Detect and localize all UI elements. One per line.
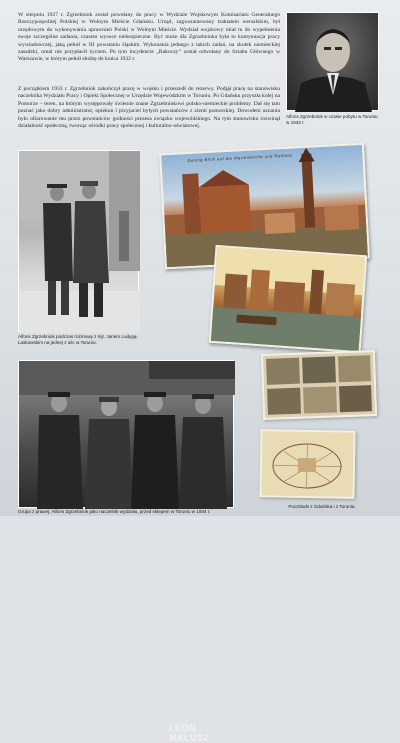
intro-paragraph-1: W sierpniu 1927 r. Zgrzebniok został powołany do pracy w Wydziale Wojskowym Komisariatu Generalnego Rzeczypospolitej Polskiej w Wolnym Mieście Gdańsku. Urząd, zagwarantowany traktatem wersalskim, był urzędowym do wykonywania uprawnień Polski w Wolnym Mieście. Wydział wojskowy miał tu do wypełnienia swoje szczególne zadania, czasem wysoce niebezpieczne. Być może dla Zgrzebnioka była to kontynuacja pracy wywiadowczej, jaką pełnił w III powstaniu śląskim. Wykonania jednego z takich zadań, na skutek niemieckiej zasadzki, omal nie przypłacił życiem. Po tym incydencie „Rakoczy” został odwołany do Sztabu Głównego w Warszawie, w którym pełnił służbę do końca 1932 r. — [18, 12, 280, 63]
street-figures — [19, 151, 140, 333]
postcard-city-map — [259, 429, 355, 499]
postcard-small-grid — [261, 350, 377, 420]
intro-paragraph-2: Z początkiem 1933 r. Zgrzebniok zakończył pracę w wojsku i przeszedł do rezerwy. Podjął pracę na stanowisku naczelnika Wydziału Pracy i Opieki Społecznej w Urzędzie Wojewódzkim w Toruniu. Po Gdańsku przyszła kolej na Pomorze – teren, na którym występowały świetnie znane Zgrzebniokowi polsko-niemieckie problemy. Dał się tam poznać jako dobry administrator, opiekun i przyjaciel byłych powstańców z ziemi pomorskiej. Dowodem uznania było ofiarowanie mu przez powstańców godności prezesa związku wojewódzkiego. Na tym stanowisku rozwinął działalność społeczną, tworząc ośrodki pracy społecznej i kulturalno-oświatowej. — [18, 86, 280, 130]
street-photo — [18, 150, 139, 332]
postcard-harbour-scene — [211, 247, 365, 351]
postcard-map-drawing — [261, 431, 353, 497]
group-caption: Grupa z prawej: Alfons Zgrzebniok jako naczelnik wydziału, przed sklepem w Toruniu w 1934 r. — [18, 509, 211, 514]
portrait-photo — [286, 12, 379, 111]
street-caption: Alfons Zgrzebniok podczas rozmowy z mjr. Janem Ludygą-Laskowskim na jednej z ulic w Toruniu. — [18, 334, 138, 345]
postcards-caption: Pocztówki z Gdańska i z Torunia. — [288, 504, 356, 509]
portrait-figure — [287, 13, 380, 112]
portrait-caption: Alfons Zgrzebniok w czasie pobytu w Toruniu w 1933 r. — [286, 114, 378, 125]
postcard-grid-scenes — [263, 352, 375, 418]
postcard-title: Danzig Blick auf die Marienkirche und Rathaus — [187, 152, 293, 163]
group-figures — [19, 361, 235, 509]
shop-sign: LEON MAŁUSZ — [169, 723, 210, 743]
postcard-gdansk-harbour — [209, 245, 367, 353]
